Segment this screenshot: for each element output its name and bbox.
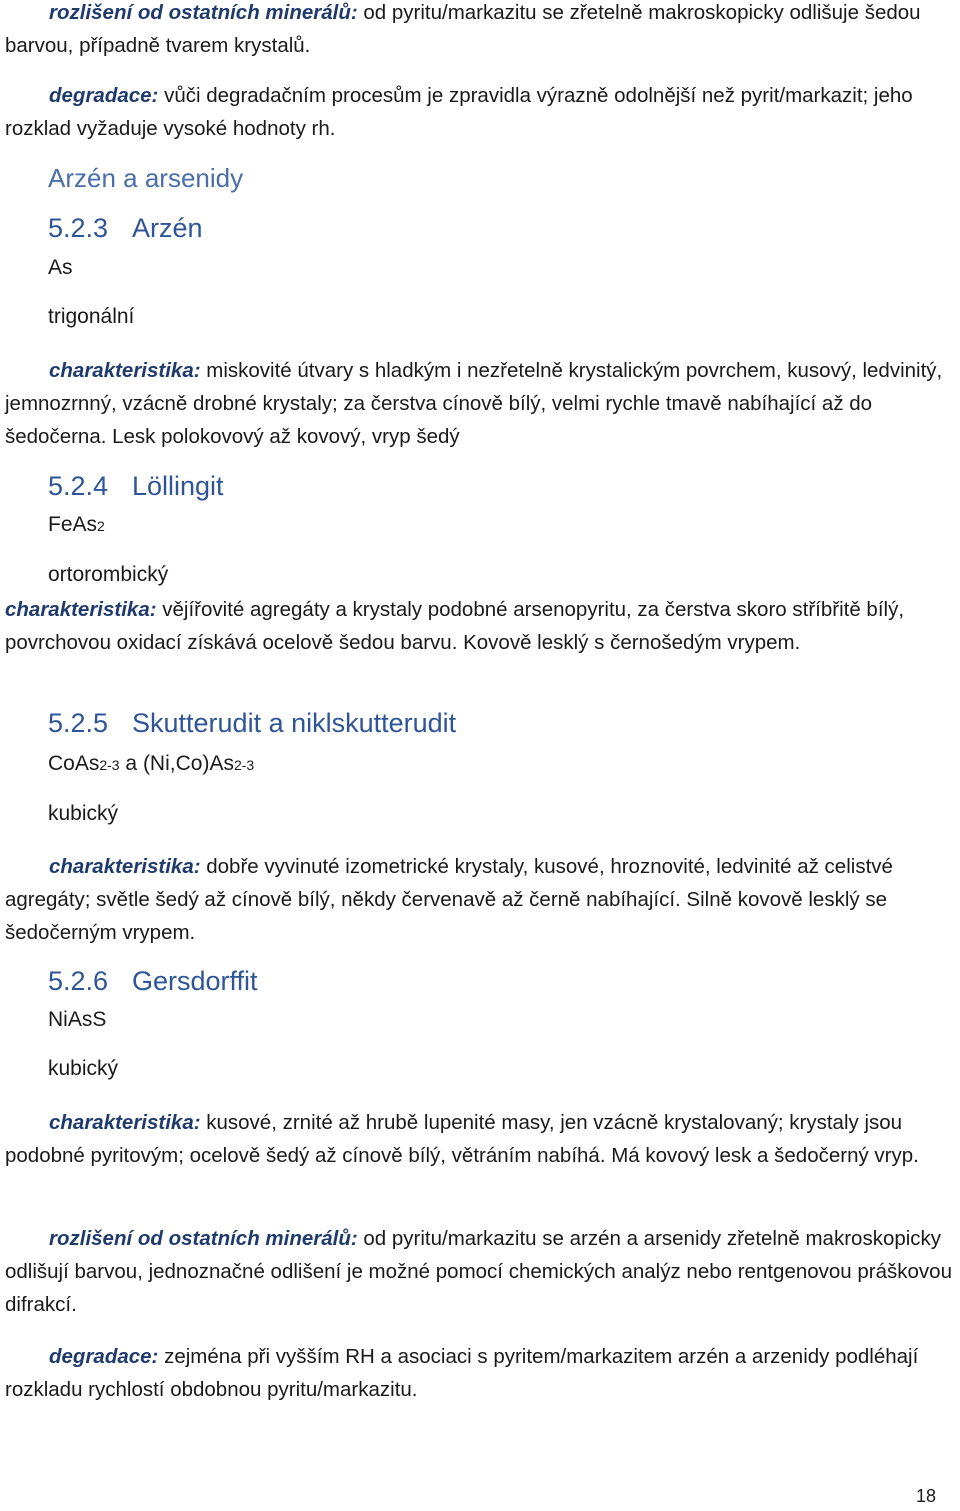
paragraph-characteristics-5-2-6 (5, 1106, 957, 1172)
heading-number: 5.2.5 (48, 708, 109, 738)
text: od pyritu/markazitu se arzén a arsenidy zřetelně makroskopicky odlišují barvou, jednoznačné odlišení je možné pomocí chemických analýz nebo rentgenovou práškovou difrakcí. (5, 1227, 952, 1316)
paragraph-degradace-1 (5, 79, 957, 145)
paragraph-characteristics-5-2-5 (5, 850, 957, 949)
label: degradace: (49, 84, 159, 107)
label: degradace: (49, 1345, 159, 1368)
label: charakteristika: (5, 598, 157, 621)
paragraph-characteristics-5-2-4 (5, 593, 957, 659)
formula (48, 752, 254, 776)
text: vůči degradačním procesům je zpravidla výrazně odolnější než pyrit/markazit; jeho rozklad vyžaduje vysoké hodnoty rh. (5, 84, 913, 140)
text: zejména při vyšším RH a asociaci s pyritem/markazitem arzén a arzenidy podléhají rozkladu rychlostí obdobnou pyritu/markazitu. (5, 1345, 919, 1401)
heading-title: Arzén (132, 213, 203, 243)
crystal-system: trigonální (48, 305, 135, 328)
heading-5-2-4 (48, 471, 224, 502)
page-number: 18 (915, 1486, 936, 1506)
text: od pyritu/markazitu se zřetelně makroskopicky odlišuje šedou barvou, případně tvarem krystalů. (5, 1, 921, 57)
formula-subscript: 2 (97, 518, 105, 534)
text: kusové, zrnité až hrubě lupenité masy, jen vzácně krystalovaný; krystaly jsou podobné pyritovým; ocelově šedý až cínově bílý, větráním nabíhá. Má kovový lesk a šedočerný vryp. (5, 1111, 919, 1167)
label: charakteristika: (49, 855, 201, 878)
heading-number: 5.2.4 (48, 471, 109, 501)
crystal-system: ortorombický (48, 563, 169, 586)
formula-part: CoAs (48, 752, 100, 775)
heading-5-2-6 (48, 966, 258, 997)
label: charakteristika: (49, 1111, 201, 1134)
formula-subscript: 2-3 (233, 757, 255, 773)
label: rozlišení od ostatních minerálů: (49, 1227, 358, 1250)
heading-number: 5.2.6 (48, 966, 109, 996)
text: miskovité útvary s hladkým i nezřetelně krystalickým povrchem, kusový, ledvinitý, jemnozrnný, vzácně drobné krystaly; za čerstva cínově bílý, velmi rychle tmavě nabíhající až do šedočerna. Lesk polokovový až kovový, vryp šedý (5, 359, 943, 448)
crystal-system: kubický (48, 1057, 119, 1080)
paragraph-characteristics-5-2-3 (5, 354, 957, 453)
formula-main: FeAs (48, 513, 98, 536)
heading-title: Löllingit (132, 471, 224, 501)
paragraph-degradace-2 (5, 1340, 957, 1406)
formula: NiAsS (48, 1008, 107, 1031)
text: vějířovité agregáty a krystaly podobné arsenopyritu, za čerstva skoro stříbřitě bílý, povrchovou oxidací získává ocelově šedou barvu. Kovově lesklý s černošedým vrypem. (5, 598, 905, 654)
formula-subscript: 2-3 (99, 757, 120, 773)
paragraph-rozliseni-1 (5, 0, 957, 62)
paragraph-rozliseni-2 (5, 1222, 957, 1321)
heading-title: Skutterudit a niklskutterudit (132, 708, 457, 738)
formula-part: a (Ni,Co)As (119, 752, 234, 775)
heading-5-2-3 (48, 213, 203, 244)
formula (48, 513, 105, 537)
heading-title: Gersdorffit (132, 966, 258, 996)
section-title: Arzén a arsenidy (48, 163, 244, 193)
label: charakteristika: (49, 359, 201, 382)
text: dobře vyvinuté izometrické krystaly, kusové, hroznovité, ledvinité až celistvé agregáty; světle šedý až cínově bílý, někdy červenavě až černě nabíhající. Silně kovově lesklý se šedočerným vrypem. (5, 855, 893, 944)
crystal-system: kubický (48, 802, 119, 825)
formula: As (48, 256, 73, 279)
heading-5-2-5 (48, 708, 456, 739)
heading-number: 5.2.3 (48, 213, 109, 243)
label: rozlišení od ostatních minerálů: (49, 1, 358, 24)
